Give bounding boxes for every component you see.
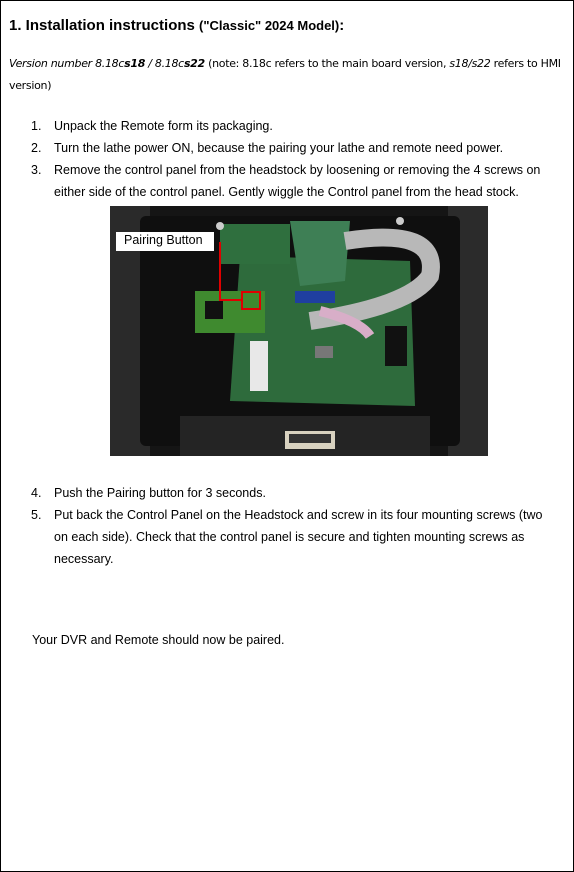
version-note-b: refers to HMI version) <box>9 57 561 92</box>
completion-message: Your DVR and Remote should now be paired. <box>32 633 285 647</box>
step-number: 3. <box>31 163 42 177</box>
step-number: 4. <box>31 486 42 500</box>
step-text: Put back the Control Panel on the Headstock and screw in its four mounting screws (two on each side). Check that the control panel is secure and tighten mounting screws as necessary. <box>54 508 543 566</box>
step-number: 1. <box>31 119 42 133</box>
heading-model: ("Classic" 2024 Model) <box>199 18 340 33</box>
heading-colon: : <box>339 17 345 34</box>
version-note-hmi: s18/s22 <box>449 57 491 70</box>
step-text: Turn the lathe power ON, because the pairing your lathe and remote need power. <box>54 141 504 155</box>
section-heading <box>9 17 344 34</box>
version-s18: s18 <box>124 57 146 70</box>
list-item <box>31 115 551 137</box>
version-s22: s22 <box>183 57 205 70</box>
step-text: Push the Pairing button for 3 seconds. <box>54 486 266 500</box>
version-prefix: Version number 8.18c <box>9 57 125 70</box>
step-number: 5. <box>31 508 42 522</box>
list-item <box>31 159 551 203</box>
heading-main: 1. Installation instructions <box>9 17 200 34</box>
version-note <box>9 53 565 97</box>
step-number: 2. <box>31 141 42 155</box>
version-mid: / 8.18c <box>145 57 184 70</box>
list-item <box>31 482 551 504</box>
list-item <box>31 504 551 570</box>
callout-label: Pairing Button <box>124 233 203 247</box>
step-text: Remove the control panel from the headstock by loosening or removing the 4 screws on either side of the control panel. Gently wiggle the Control panel from the head stock. <box>54 163 541 199</box>
step-text: Unpack the Remote form its packaging. <box>54 119 273 133</box>
steps-list-first <box>31 115 551 203</box>
steps-list-second <box>31 482 551 570</box>
version-note-a: (note: 8.18c refers to the main board version, <box>204 57 450 70</box>
circuit-board-photo <box>110 206 488 456</box>
list-item <box>31 137 551 159</box>
